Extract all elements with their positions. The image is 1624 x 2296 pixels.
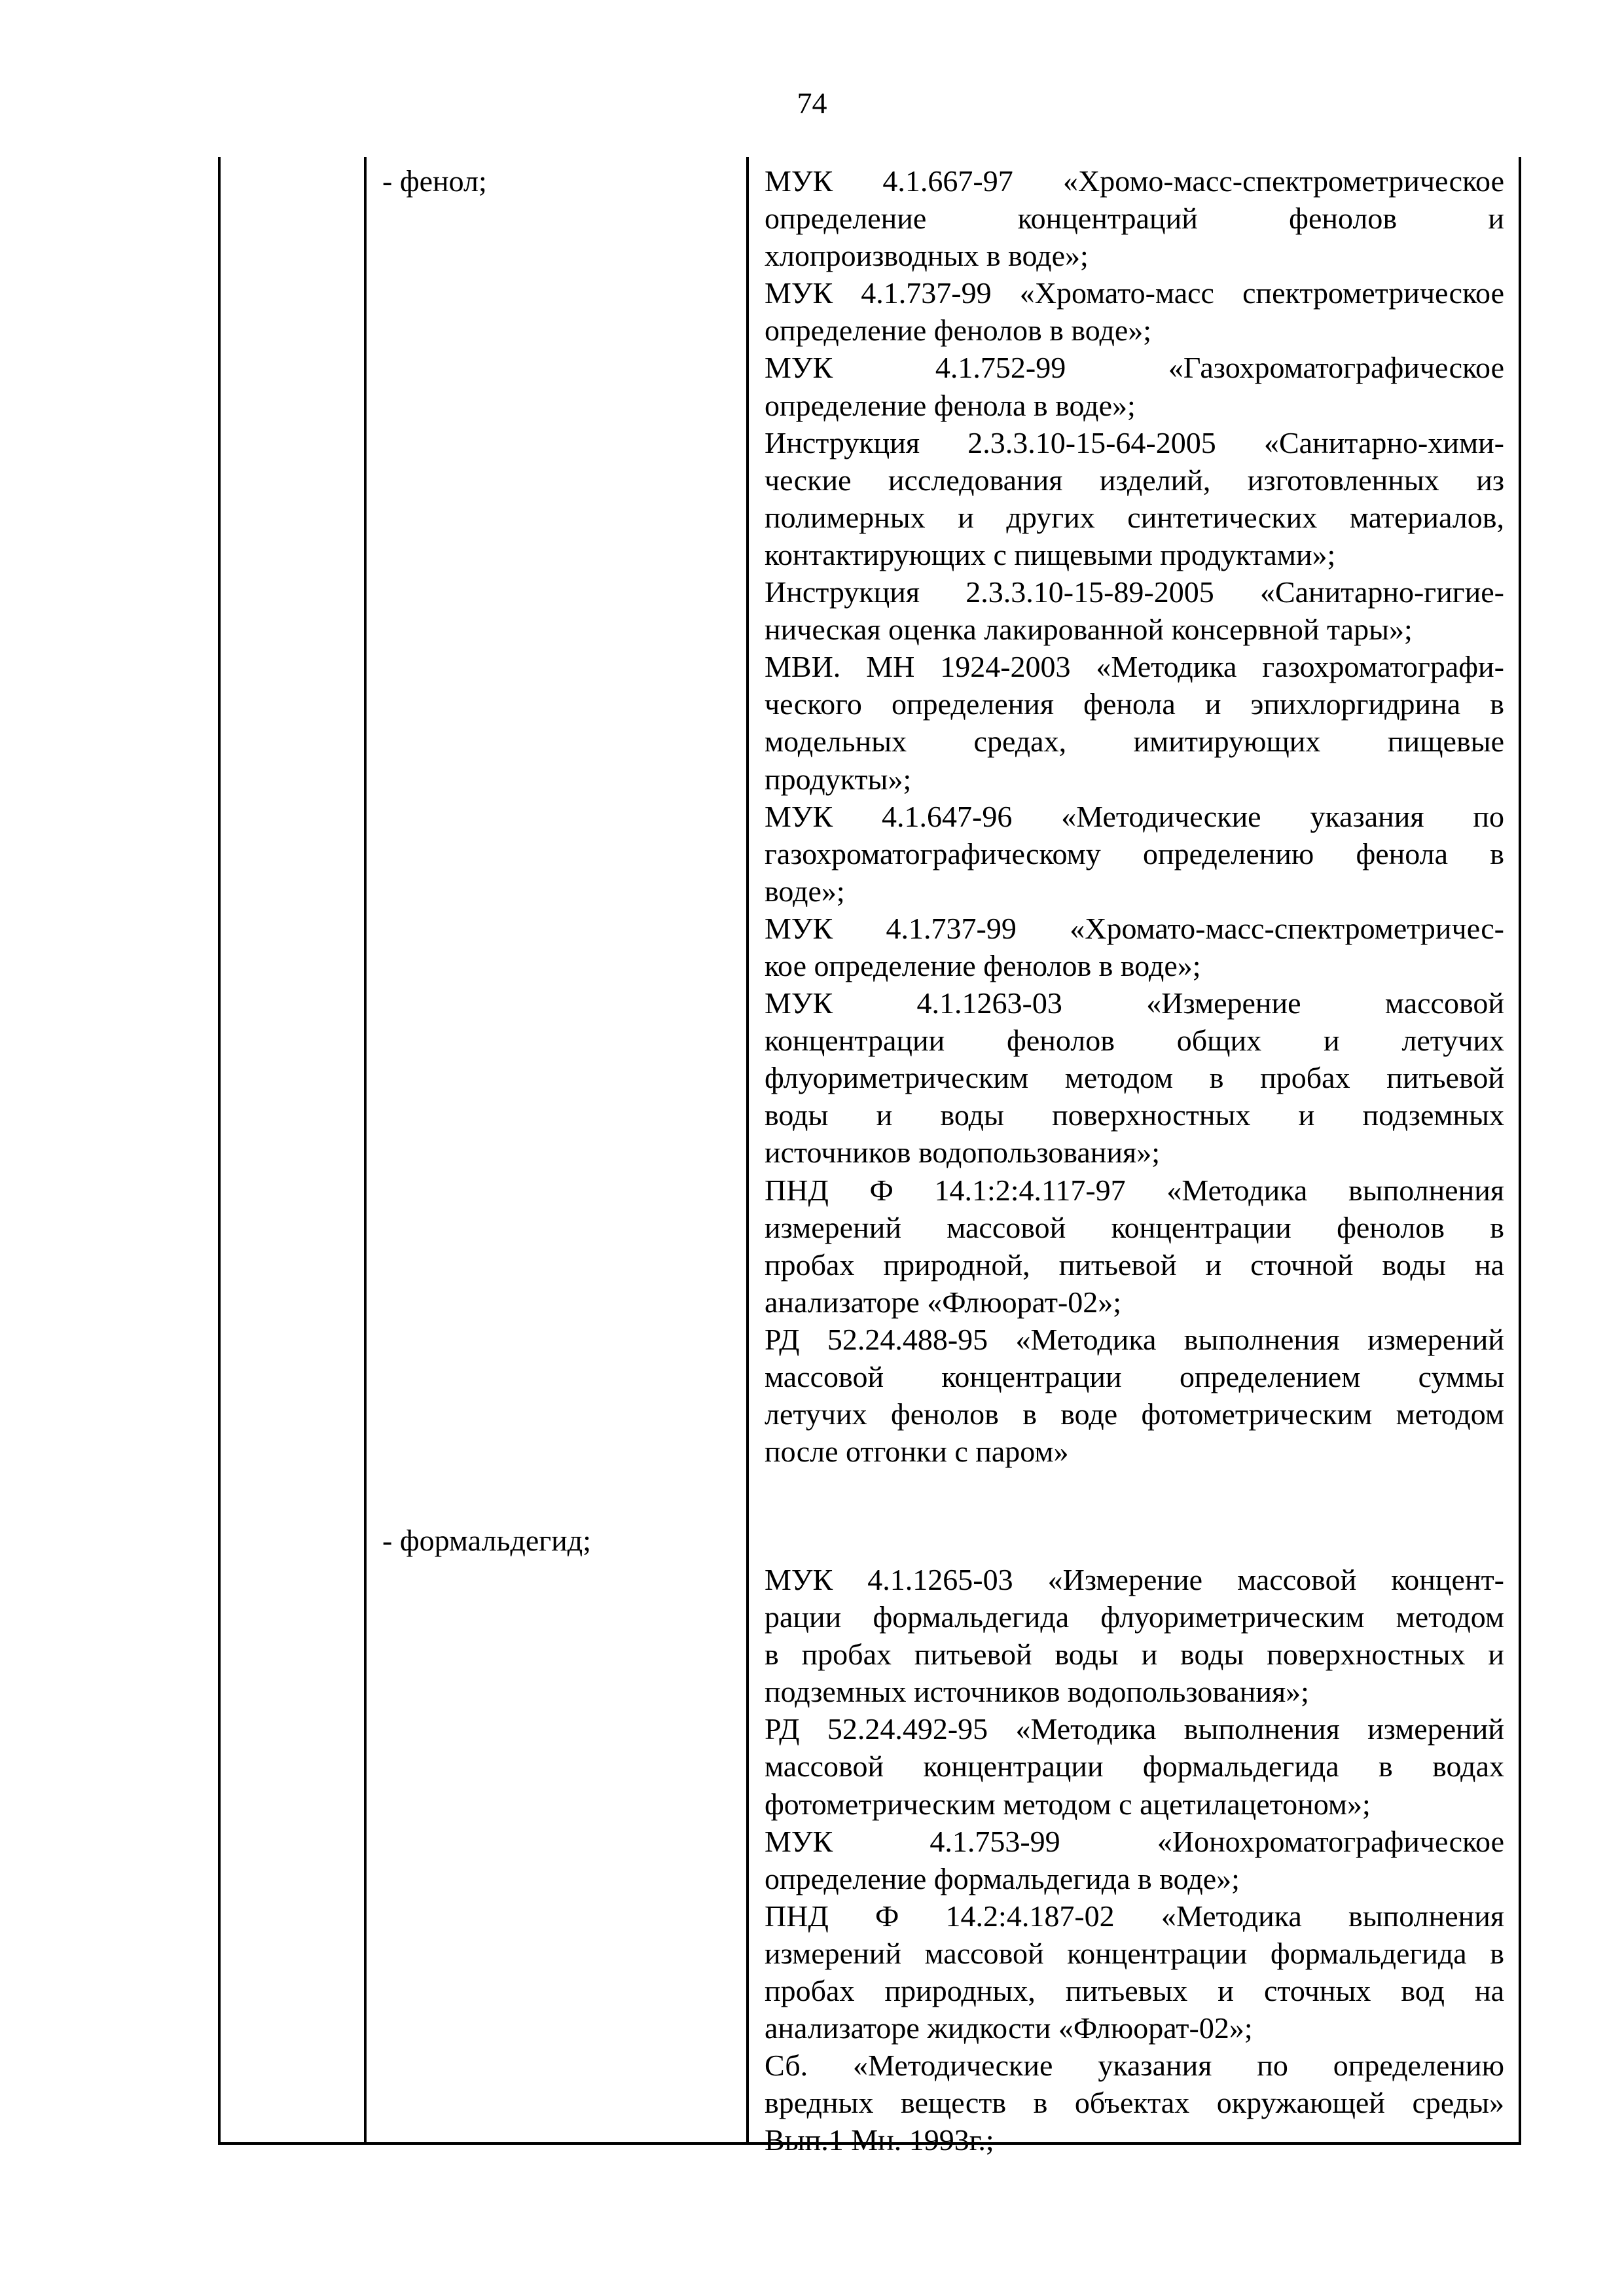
reference-line: модельных средах, имитирующих пищевые bbox=[765, 725, 1504, 759]
page-number: 74 bbox=[797, 86, 827, 120]
reference-line: хлопроизводных в воде»; bbox=[765, 239, 1089, 273]
reference-line: в пробах питьевой воды и воды поверхностных и bbox=[765, 1638, 1504, 1672]
reference-entry bbox=[765, 349, 1504, 423]
reference-line: ПНД Ф 14.2:4.187-02 «Методика выполнения bbox=[765, 1899, 1504, 1933]
reference-line: анализаторе жидкости «Флюорат-02»; bbox=[765, 2011, 1253, 2045]
reference-line: массовой концентрации формальдегида в водах bbox=[765, 1749, 1504, 1784]
reference-entry bbox=[765, 1897, 1504, 2047]
reference-line: полимерных и других синтетических материалов, bbox=[765, 500, 1504, 534]
row-formaldehyde-references bbox=[765, 1561, 1504, 2159]
reference-entry bbox=[765, 1823, 1504, 1897]
reference-line: рации формальдегида флуориметрическим методом bbox=[765, 1600, 1504, 1634]
reference-line: МУК 4.1.737-99 «Хромато-масс спектрометрическое bbox=[765, 276, 1504, 310]
table-column-divider-1 bbox=[364, 157, 367, 2145]
reference-entry bbox=[765, 162, 1504, 274]
reference-line: газохроматографическому определению фенола в bbox=[765, 836, 1504, 870]
reference-entry bbox=[765, 573, 1504, 648]
reference-line: РД 52.24.488-95 «Методика выполнения измерений bbox=[765, 1322, 1504, 1356]
reference-line: МУК 4.1.753-99 «Ионохроматографическое bbox=[765, 1824, 1504, 1858]
reference-entry bbox=[765, 1710, 1504, 1822]
reference-line: продукты»; bbox=[765, 762, 912, 796]
reference-line: МУК 4.1.667-97 «Хромо-масс-спектрометрическое bbox=[765, 164, 1504, 198]
reference-entry bbox=[765, 984, 1504, 1171]
reference-entry bbox=[765, 2047, 1504, 2159]
reference-line: Инструкция 2.3.3.10-15-89-2005 «Санитарно-гигие- bbox=[765, 575, 1504, 609]
reference-line: воде»; bbox=[765, 874, 845, 908]
reference-line: измерений массовой концентрации фенолов в bbox=[765, 1210, 1504, 1244]
reference-line: Сб. «Методические указания по определению bbox=[765, 2049, 1504, 2083]
reference-line: пробах природных, питьевых и сточных вод на bbox=[765, 1974, 1504, 2008]
reference-entry bbox=[765, 1172, 1504, 1321]
reference-entry bbox=[765, 1321, 1504, 1470]
reference-line: РД 52.24.492-95 «Методика выполнения измерений bbox=[765, 1712, 1504, 1746]
reference-line: Инструкция 2.3.3.10-15-64-2005 «Санитарно-хими- bbox=[765, 425, 1504, 459]
row-formaldehyde-name: - формальдегид; bbox=[382, 1524, 591, 1557]
reference-line: МВИ. МН 1924-2003 «Методика газохроматографи- bbox=[765, 650, 1504, 684]
reference-line: концентрации фенолов общих и летучих bbox=[765, 1024, 1504, 1058]
reference-entry bbox=[765, 910, 1504, 984]
reference-line: измерений массовой концентрации формальдегида в bbox=[765, 1936, 1504, 1970]
reference-line: МУК 4.1.737-99 «Хромато-масс-спектрометричес- bbox=[765, 911, 1504, 945]
reference-line: массовой концентрации определением суммы bbox=[765, 1360, 1504, 1393]
reference-line: кое определение фенолов в воде»; bbox=[765, 948, 1201, 982]
reference-line: воды и воды поверхностных и подземных bbox=[765, 1098, 1504, 1132]
reference-line: МУК 4.1.752-99 «Газохроматографическое bbox=[765, 351, 1504, 385]
reference-line: Вып.1 Мн. 1993г.; bbox=[765, 2123, 994, 2157]
reference-line: летучих фенолов в воде фотометрическим методом bbox=[765, 1397, 1504, 1431]
reference-entry bbox=[765, 424, 1504, 573]
reference-line: ническая оценка лакированной консервной тары»; bbox=[765, 613, 1413, 647]
table-border-left bbox=[218, 157, 221, 2145]
reference-line: определение концентраций фенолов и bbox=[765, 202, 1504, 236]
reference-line: ческого определения фенола и эпихлоргидрина в bbox=[765, 687, 1504, 721]
row-phenol-name: - фенол; bbox=[382, 164, 487, 198]
row-phenol-references bbox=[765, 162, 1504, 1470]
reference-line: определение формальдегида в воде»; bbox=[765, 1861, 1240, 1895]
reference-line: пробах природной, питьевой и сточной воды на bbox=[765, 1247, 1504, 1282]
table-column-divider-2 bbox=[746, 157, 749, 2145]
reference-line: контактирующих с пищевыми продуктами»; bbox=[765, 537, 1336, 571]
reference-line: МУК 4.1.1265-03 «Измерение массовой концент- bbox=[765, 1563, 1504, 1596]
reference-line: МУК 4.1.647-96 «Методические указания по bbox=[765, 799, 1504, 833]
reference-line: источников водопользования»; bbox=[765, 1136, 1160, 1170]
reference-line: флуориметрическим методом в пробах питьевой bbox=[765, 1061, 1504, 1095]
reference-entry bbox=[765, 274, 1504, 349]
reference-entry bbox=[765, 798, 1504, 910]
reference-line: ПНД Ф 14.1:2:4.117-97 «Методика выполнения bbox=[765, 1173, 1504, 1207]
table-border-right bbox=[1519, 157, 1521, 2145]
reference-line: определение фенолов в воде»; bbox=[765, 314, 1152, 348]
reference-entry bbox=[765, 648, 1504, 797]
reference-line: анализаторе «Флюорат-02»; bbox=[765, 1285, 1122, 1319]
reference-entry bbox=[765, 1561, 1504, 1710]
reference-line: фотометрическим методом с ацетилацетоном»; bbox=[765, 1787, 1371, 1821]
reference-line: вредных веществ в объектах окружающей среды» bbox=[765, 2086, 1504, 2120]
reference-line: МУК 4.1.1263-03 «Измерение массовой bbox=[765, 986, 1504, 1020]
reference-line: подземных источников водопользования»; bbox=[765, 1675, 1309, 1709]
reference-line: определение фенола в воде»; bbox=[765, 388, 1136, 422]
reference-line: после отгонки с паром» bbox=[765, 1435, 1069, 1469]
reference-line: ческие исследования изделий, изготовленных из bbox=[765, 463, 1504, 497]
